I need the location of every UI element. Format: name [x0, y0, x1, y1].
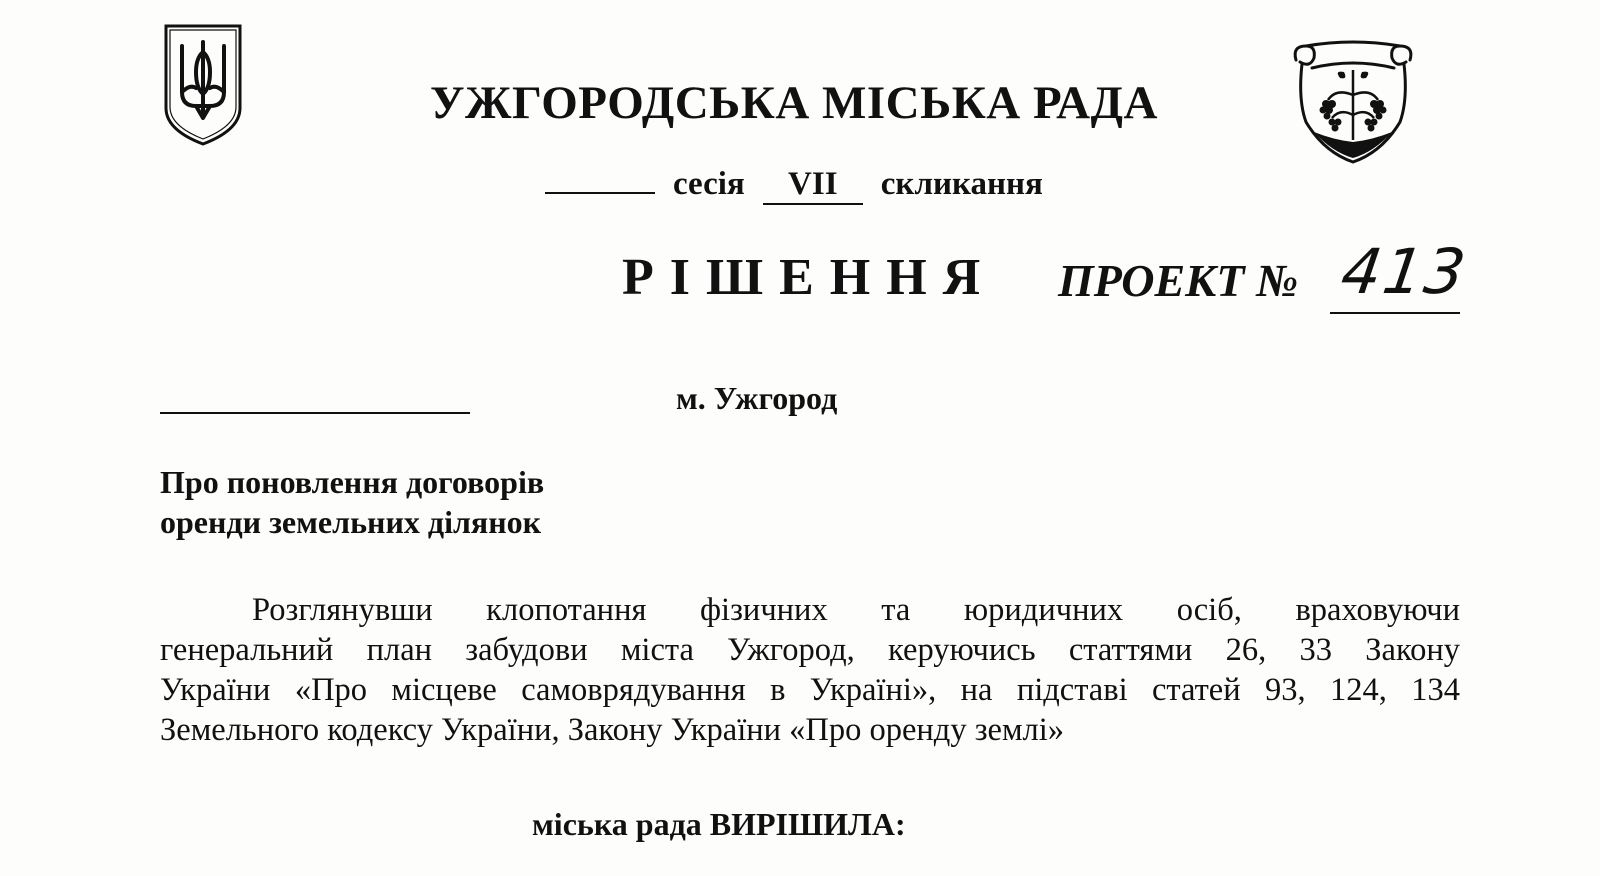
project-number-field — [1330, 234, 1472, 314]
convocation-number: VII — [763, 166, 863, 205]
body-line: Земельного кодексу України, Закону України «Про оренду землі» — [160, 712, 1065, 748]
body-paragraph — [160, 590, 1460, 750]
subject-line: оренди земельних ділянок — [160, 504, 542, 540]
session-word: сесія — [673, 166, 745, 202]
document-subject — [160, 462, 544, 542]
project-label: ПРОЕКТ № — [1058, 255, 1299, 306]
project-number-handwritten: 413 — [1336, 235, 1472, 308]
uzhhorod-city-coat-of-arms-icon — [1288, 40, 1418, 165]
session-number-blank — [545, 162, 655, 194]
body-line: Розглянувши клопотання фізичних та юридичних осіб, враховуючи — [252, 592, 1460, 628]
resolution-heading: міська рада ВИРІШИЛА: — [532, 806, 906, 842]
body-line: генеральний план забудови міста Ужгород, керуючись статтями 26, 33 Закону — [160, 632, 1460, 668]
body-line: України «Про місцеве самоврядування в Україні», на підставі статей 93, 124, 134 — [160, 672, 1460, 708]
decision-title: РІШЕННЯ — [622, 249, 997, 306]
trident-coat-of-arms-icon — [160, 22, 246, 148]
date-blank — [160, 412, 470, 414]
subject-line: Про поновлення договорів — [160, 464, 545, 500]
convocation-word: скликання — [880, 166, 1043, 202]
session-line — [545, 162, 1061, 202]
council-title: УЖГОРОДСЬКА МІСЬКА РАДА — [430, 77, 1158, 129]
city-name: м. Ужгород — [676, 380, 838, 416]
